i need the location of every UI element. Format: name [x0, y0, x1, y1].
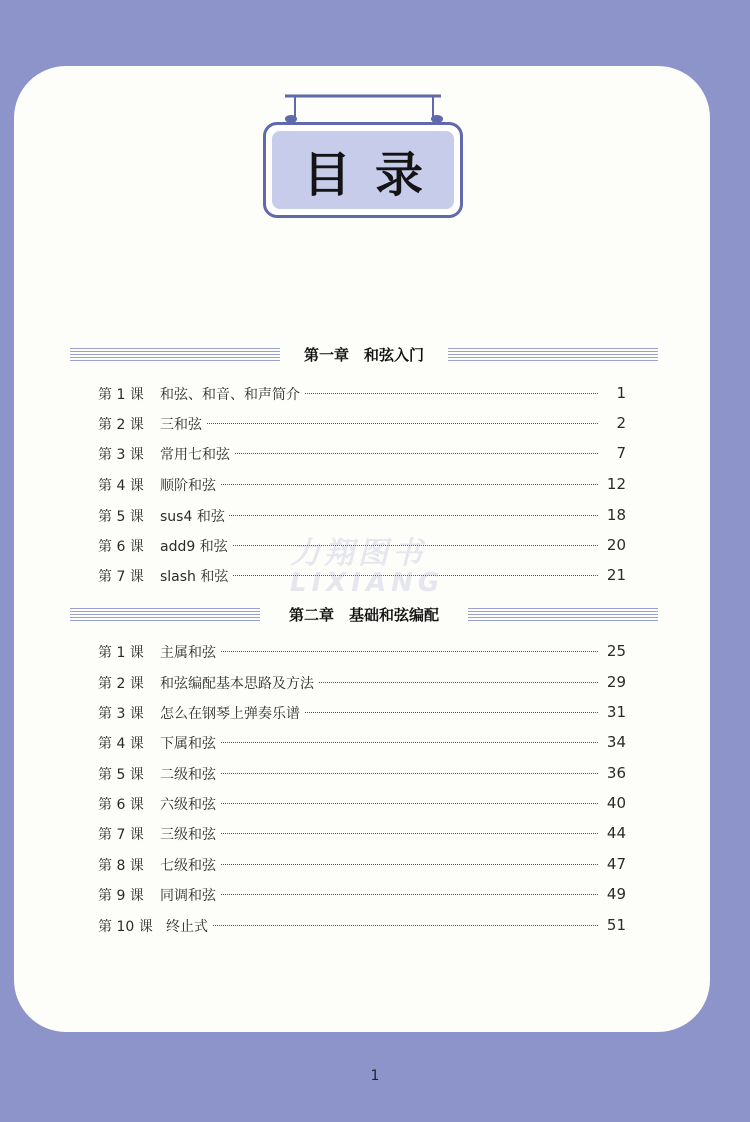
lesson-title: 二级和弦	[160, 764, 220, 784]
lesson-number: 第 4 课	[98, 736, 144, 752]
lesson-title: 主属和弦	[160, 642, 220, 662]
lesson-number: 第 6 课	[98, 539, 144, 555]
page-ref: 51	[606, 916, 626, 934]
lesson-title: add9 和弦	[160, 536, 232, 556]
chapter-title: 第一章 和弦入门	[296, 346, 432, 364]
page-title: 目录	[302, 146, 447, 203]
chapter-header-1	[70, 346, 658, 366]
page-ref: 7	[616, 444, 626, 462]
lesson-title: 顺阶和弦	[160, 475, 220, 495]
page-ref: 1	[616, 384, 626, 402]
title-plaque	[263, 92, 463, 222]
page-ref: 12	[606, 475, 626, 493]
toc-entry[interactable]	[98, 764, 628, 786]
chapter-title: 第二章 基础和弦编配	[281, 606, 447, 624]
lesson-number: 第 1 课	[98, 387, 144, 403]
lesson-number: 第 1 课	[98, 645, 144, 661]
toc-entry[interactable]	[98, 916, 628, 938]
dot-leader	[160, 651, 598, 652]
toc-entry[interactable]	[98, 475, 628, 497]
toc-entry[interactable]	[98, 733, 628, 755]
dot-leader	[160, 484, 598, 485]
dot-leader	[160, 742, 598, 743]
toc-entry[interactable]	[98, 673, 628, 695]
page-number: 1	[370, 1068, 380, 1084]
page-ref: 49	[606, 885, 626, 903]
toc-entry[interactable]	[98, 703, 628, 725]
lesson-number: 第 3 课	[98, 447, 144, 463]
lesson-title: 六级和弦	[160, 794, 220, 814]
lesson-number: 第 4 课	[98, 478, 144, 494]
dot-leader	[160, 803, 598, 804]
lesson-number: 第 9 课	[98, 888, 144, 904]
page-ref: 40	[606, 794, 626, 812]
chapter-header-2	[70, 606, 658, 626]
dot-leader	[166, 925, 598, 926]
music-note-decoration-icon	[275, 92, 451, 126]
toc-entry[interactable]	[98, 506, 628, 528]
lesson-number: 第 7 课	[98, 569, 144, 585]
lesson-number: 第 6 课	[98, 797, 144, 813]
lesson-number: 第 8 课	[98, 858, 144, 874]
lesson-title: 三级和弦	[160, 824, 220, 844]
lesson-title: 和弦编配基本思路及方法	[160, 673, 318, 693]
toc-entry[interactable]	[98, 384, 628, 406]
page-ref: 18	[606, 506, 626, 524]
lesson-number: 第 5 课	[98, 509, 144, 525]
lesson-number: 第 7 课	[98, 827, 144, 843]
lesson-title: 终止式	[166, 916, 212, 936]
page-ref: 44	[606, 824, 626, 842]
page-ref: 36	[606, 764, 626, 782]
lesson-title: 怎么在钢琴上弹奏乐谱	[160, 703, 304, 723]
page-ref: 25	[606, 642, 626, 660]
lesson-number: 第 2 课	[98, 417, 144, 433]
dot-leader	[160, 833, 598, 834]
lesson-title: 三和弦	[160, 414, 206, 434]
page-ref: 20	[606, 536, 626, 554]
lesson-number: 第 3 课	[98, 706, 144, 722]
dot-leader	[160, 773, 598, 774]
toc-entry[interactable]	[98, 855, 628, 877]
toc-entry[interactable]	[98, 414, 628, 436]
title-box	[263, 122, 463, 218]
page-ref: 29	[606, 673, 626, 691]
toc-entry[interactable]	[98, 642, 628, 664]
lesson-title: sus4 和弦	[160, 506, 229, 526]
lesson-title: 下属和弦	[160, 733, 220, 753]
watermark-cn: 力翔图书	[290, 536, 426, 571]
toc-entry[interactable]	[98, 444, 628, 466]
publisher-watermark	[290, 528, 470, 598]
watermark-en: LIXIANG	[290, 568, 445, 598]
page-ref: 31	[606, 703, 626, 721]
dot-leader	[160, 864, 598, 865]
lesson-number: 第 5 课	[98, 767, 144, 783]
lesson-title: 常用七和弦	[160, 444, 234, 464]
lesson-title: 和弦、和音、和声简介	[160, 384, 304, 404]
dot-leader	[160, 423, 598, 424]
lesson-title: 同调和弦	[160, 885, 220, 905]
toc-entry[interactable]	[98, 794, 628, 816]
page-ref: 47	[606, 855, 626, 873]
page-ref: 2	[616, 414, 626, 432]
lesson-title: 七级和弦	[160, 855, 220, 875]
lesson-number: 第 2 课	[98, 676, 144, 692]
lesson-title: slash 和弦	[160, 566, 232, 586]
toc-entry[interactable]	[98, 885, 628, 907]
lesson-number: 第 10 课	[98, 919, 153, 935]
page-ref: 21	[606, 566, 626, 584]
page-ref: 34	[606, 733, 626, 751]
dot-leader	[160, 894, 598, 895]
toc-entry[interactable]	[98, 824, 628, 846]
